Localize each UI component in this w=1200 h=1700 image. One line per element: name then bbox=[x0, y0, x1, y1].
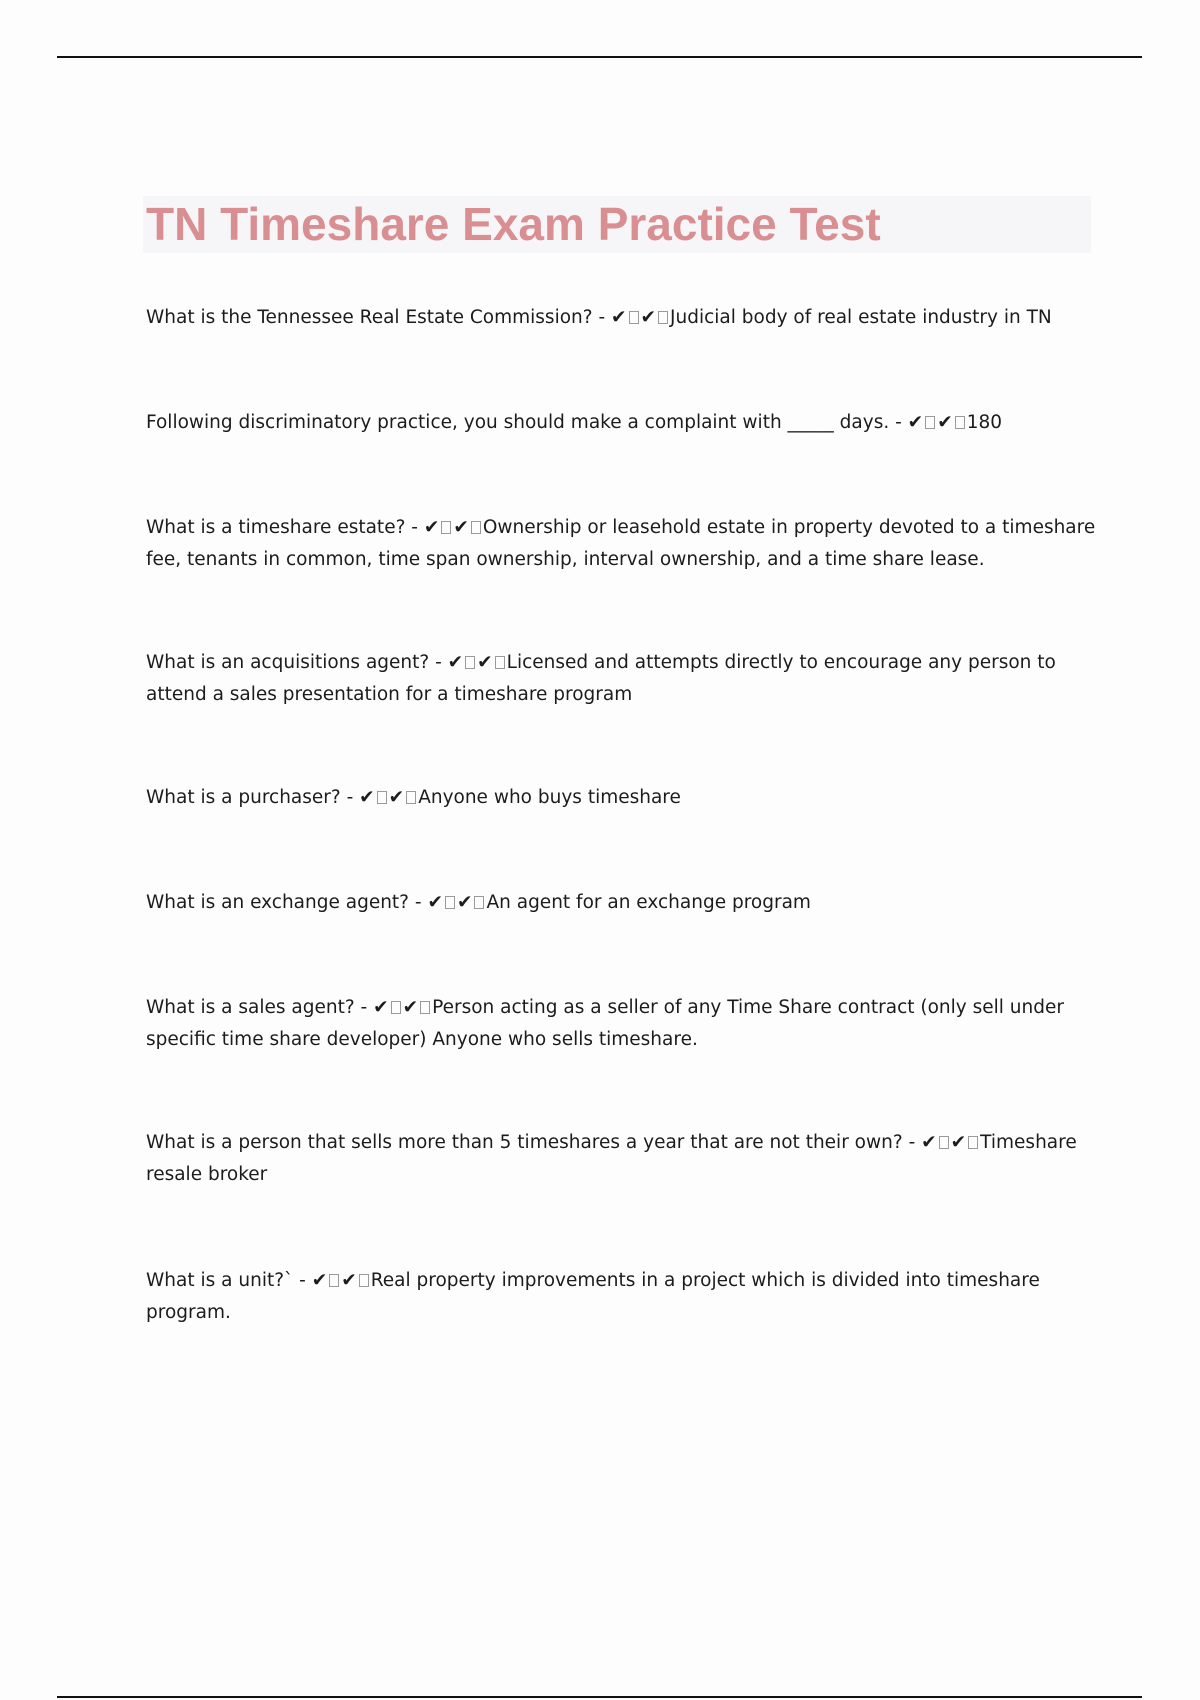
check-mark-icon: ✔ bbox=[640, 307, 657, 328]
separator: - bbox=[429, 652, 448, 673]
separator: - bbox=[902, 1132, 922, 1153]
question-text: What is an acquisitions agent? bbox=[146, 652, 430, 673]
separator: - bbox=[293, 1270, 312, 1291]
check-mark-icon: ✔ bbox=[453, 517, 469, 538]
answer-text: Licensed and attempts directly to encourage any person to attend a sales presentation for a timeshare program bbox=[146, 652, 1056, 705]
check-mark-icon: ✔ bbox=[373, 997, 389, 1018]
qa-item-9 bbox=[146, 1265, 1096, 1329]
answer-text: An agent for an exchange program bbox=[486, 892, 811, 913]
empty-box-icon bbox=[925, 416, 935, 429]
question-text: What is an exchange agent? bbox=[146, 892, 409, 913]
empty-box-icon bbox=[495, 656, 505, 669]
separator: - bbox=[889, 412, 908, 433]
answer-text: Person acting as a seller of any Time Share contract (only sell under specific time share developer) Anyone who sells timeshare. bbox=[146, 997, 1064, 1050]
check-mark-icon: ✔ bbox=[950, 1132, 967, 1153]
empty-box-icon bbox=[955, 416, 965, 429]
question-text: What is a purchaser? bbox=[146, 787, 341, 808]
answer-text: Timeshare resale broker bbox=[146, 1132, 1077, 1185]
question-text: What is the Tennessee Real Estate Commission? bbox=[146, 307, 593, 328]
empty-box-icon bbox=[658, 311, 668, 324]
answer-text: Judicial body of real estate industry in TN bbox=[670, 307, 1052, 328]
separator: - bbox=[354, 997, 374, 1018]
check-mark-icon: ✔ bbox=[447, 652, 464, 673]
check-mark-icon: ✔ bbox=[921, 1132, 937, 1153]
document-title: TN Timeshare Exam Practice Test bbox=[146, 198, 881, 250]
qa-item-7 bbox=[146, 992, 1096, 1056]
separator: - bbox=[409, 892, 428, 913]
answer-text: Ownership or leasehold estate in property devoted to a timeshare fee, tenants in common, time span ownership, interval ownership, and a time share lease. bbox=[146, 517, 1096, 570]
empty-box-icon bbox=[377, 791, 387, 804]
qa-item-3 bbox=[146, 512, 1096, 576]
qa-item-8 bbox=[146, 1127, 1096, 1191]
question-text: What is a unit?` bbox=[146, 1270, 294, 1291]
qa-item-2 bbox=[146, 407, 1096, 439]
question-text: What is a sales agent? bbox=[146, 997, 355, 1018]
empty-box-icon bbox=[474, 896, 484, 909]
check-mark-icon: ✔ bbox=[427, 892, 443, 913]
top-rule bbox=[57, 56, 1142, 58]
question-text: What is a timeshare estate? bbox=[146, 517, 406, 538]
check-mark-icon: ✔ bbox=[611, 307, 627, 328]
qa-item-1 bbox=[146, 302, 1096, 334]
qa-item-6 bbox=[146, 887, 1096, 919]
check-mark-icon: ✔ bbox=[456, 892, 473, 913]
empty-box-icon bbox=[391, 1001, 401, 1014]
check-mark-icon: ✔ bbox=[311, 1270, 328, 1291]
check-mark-icon: ✔ bbox=[907, 412, 924, 433]
check-mark-icon: ✔ bbox=[402, 997, 419, 1018]
answer-text: Anyone who buys timeshare bbox=[418, 787, 681, 808]
empty-box-icon bbox=[629, 311, 639, 324]
separator: - bbox=[405, 517, 424, 538]
check-mark-icon: ✔ bbox=[359, 787, 375, 808]
bottom-rule bbox=[57, 1696, 1142, 1698]
empty-box-icon bbox=[445, 896, 455, 909]
answer-text: 180 bbox=[966, 412, 1003, 433]
qa-item-5 bbox=[146, 782, 1096, 814]
empty-box-icon bbox=[465, 656, 475, 669]
empty-box-icon bbox=[420, 1001, 430, 1014]
empty-box-icon bbox=[939, 1136, 949, 1149]
empty-box-icon bbox=[329, 1274, 339, 1287]
empty-box-icon bbox=[406, 791, 416, 804]
separator: - bbox=[592, 307, 612, 328]
empty-box-icon bbox=[441, 521, 451, 534]
empty-box-icon bbox=[471, 521, 481, 534]
empty-box-icon bbox=[968, 1136, 978, 1149]
answer-text: Real property improvements in a project which is divided into timeshare program. bbox=[146, 1270, 1040, 1323]
separator: - bbox=[340, 787, 360, 808]
check-mark-icon: ✔ bbox=[341, 1270, 357, 1291]
qa-item-4 bbox=[146, 647, 1096, 711]
question-text: What is a person that sells more than 5 timeshares a year that are not their own? bbox=[146, 1132, 903, 1153]
check-mark-icon: ✔ bbox=[477, 652, 493, 673]
question-text: Following discriminatory practice, you should make a complaint with _____ days. bbox=[146, 412, 890, 433]
empty-box-icon bbox=[359, 1274, 369, 1287]
check-mark-icon: ✔ bbox=[388, 787, 405, 808]
check-mark-icon: ✔ bbox=[423, 517, 440, 538]
check-mark-icon: ✔ bbox=[937, 412, 953, 433]
